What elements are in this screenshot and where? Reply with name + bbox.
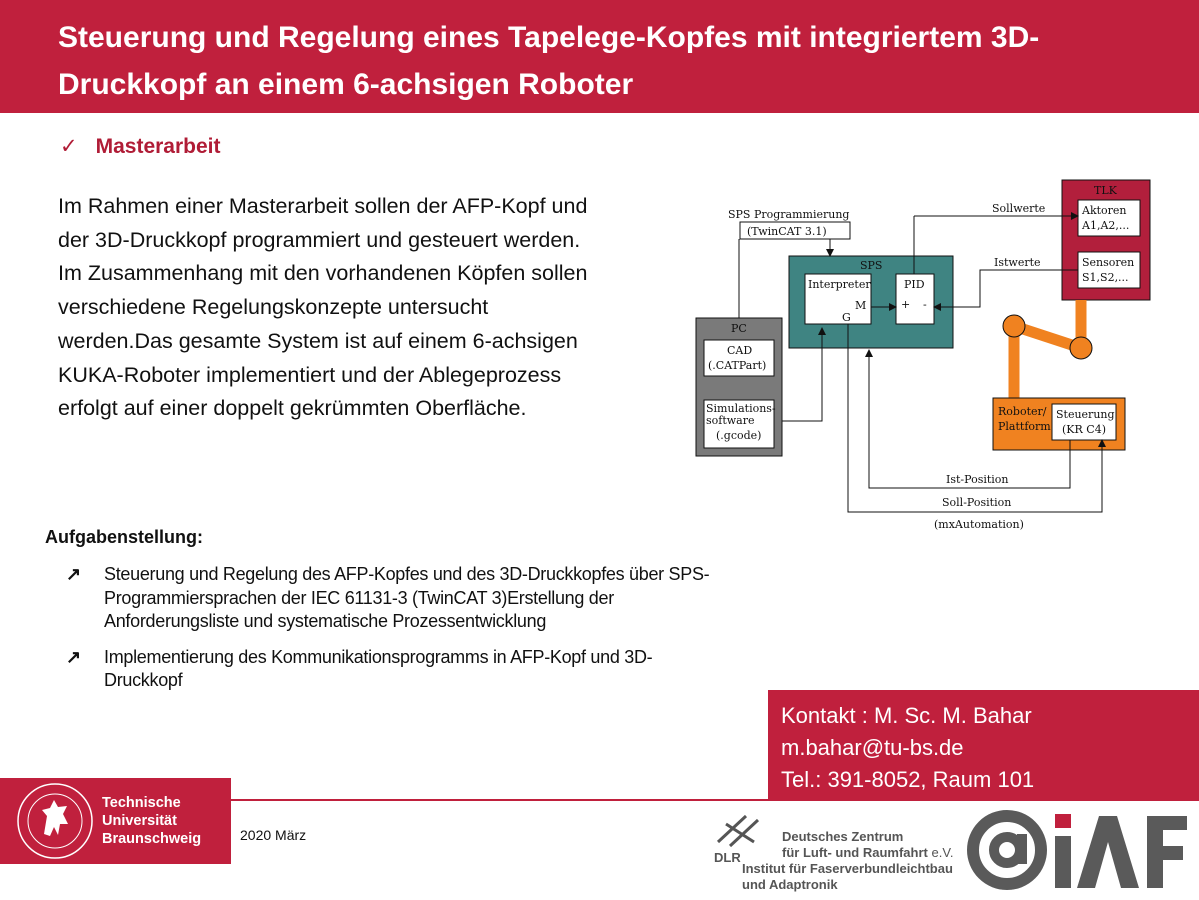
- title-banner: [0, 0, 1199, 113]
- krc4-label: (KR C4): [1062, 423, 1106, 436]
- tu-name-line1: Technische: [102, 795, 181, 811]
- list-item: [66, 563, 726, 634]
- interpreter-label: Interpreter: [808, 278, 871, 291]
- pid-label: PID: [904, 278, 925, 291]
- system-diagram: [692, 176, 1158, 536]
- sensoren-label: Sensoren: [1082, 256, 1135, 269]
- arrow-bullet-icon: ↗: [66, 646, 81, 667]
- tu-name-line3: Braunschweig: [102, 831, 202, 847]
- g-label: G: [842, 311, 851, 324]
- checkmark-icon: ✓: [60, 135, 78, 158]
- contact-email: m.bahar@tu-bs.de: [781, 735, 964, 760]
- simulation-label-2: software: [706, 414, 755, 427]
- steuerung-label: Steuerung: [1056, 408, 1115, 421]
- istwerte-label: Istwerte: [994, 256, 1041, 269]
- mxautomation-label: (mxAutomation): [934, 518, 1024, 531]
- robot-arm-graphic: [1003, 300, 1092, 398]
- plattform-label: Plattform: [998, 420, 1051, 433]
- contact-box: [768, 690, 1199, 799]
- dlr-abbr: DLR: [714, 850, 741, 865]
- dlr-ev: e.V.: [931, 845, 954, 860]
- roboter-label: Roboter/: [998, 405, 1047, 418]
- tasks-heading: Aufgabenstellung:: [45, 527, 203, 547]
- ist-position-label: Ist-Position: [946, 473, 1009, 486]
- task-list: [66, 563, 726, 705]
- dlr-line1: Deutsches Zentrum: [782, 829, 904, 844]
- pc-label: PC: [731, 322, 747, 335]
- tu-seal-icon: [14, 780, 96, 862]
- thesis-type-label: Masterarbeit: [95, 135, 221, 158]
- contact-phone: Tel.: 391-8052, Raum 101: [781, 767, 1035, 792]
- cad-label: CAD: [727, 344, 753, 357]
- simulation-label-1: Simulations-: [706, 402, 776, 415]
- dlr-line4: und Adaptronik: [742, 877, 838, 892]
- m-label: M: [855, 299, 867, 312]
- plus-label: +: [901, 298, 911, 311]
- dlr-emblem-icon: [712, 812, 768, 850]
- sensoren-values: S1,S2,...: [1082, 271, 1129, 284]
- arrow-bullet-icon: ↗: [66, 564, 81, 584]
- tu-name-line2: Universität: [102, 813, 177, 829]
- aktoren-values: A1,A2,...: [1082, 219, 1130, 232]
- twincat-label: (TwinCAT 3.1): [747, 225, 827, 238]
- dlr-logo: [712, 812, 962, 894]
- task-text: Steuerung und Regelung des AFP-Kopfes und des 3D-Druckkopfes über SPS-Programmiersprachen der IEC 61131-3 (TwinCAT 3)Erstellung der Anforderungsliste und systematische Prozessentwicklung: [104, 564, 710, 631]
- intro-text: Im Rahmen einer Masterarbeit sollen der AFP-Kopf und der 3D-Druckkopf programmiert und gesteuert werden. Im Zusammenhang mit den vorhandenen Köpfen sollen verschiedene Regelungskonzepte untersucht werden.Das gesamte System ist auf einem 6-achsigen KUKA-Roboter implementiert und der Ablegeprozess erfolgt auf einer doppelt gekrümmten Oberfläche.: [58, 194, 588, 421]
- sps-label: SPS: [860, 259, 883, 272]
- iaf-logo: [965, 808, 1190, 892]
- date: 2020 März: [240, 827, 307, 843]
- list-item: [66, 646, 726, 693]
- thesis-type: [60, 134, 221, 159]
- catpart-label: (.CATPart): [708, 359, 767, 372]
- sollwerte-label: Sollwerte: [992, 202, 1046, 215]
- tlk-label: TLK: [1094, 184, 1117, 197]
- dlr-line3: Institut für Faserverbundleichtbau: [742, 861, 953, 876]
- task-text: Implementierung des Kommunikationsprogramms in AFP-Kopf und 3D-Druckkopf: [104, 646, 653, 690]
- dlr-line2: für Luft- und Raumfahrt: [782, 845, 928, 860]
- minus-label: -: [923, 298, 927, 311]
- aktoren-label: Aktoren: [1082, 204, 1127, 217]
- gcode-label: (.gcode): [716, 429, 762, 442]
- contact-name: Kontakt : M. Sc. M. Bahar: [781, 703, 1032, 728]
- sps-programmierung-label: SPS Programmierung: [728, 208, 850, 221]
- page-title: Steuerung und Regelung eines Tapelege-Kopfes mit integriertem 3D-Druckkopf an einem 6-achsigen Roboter: [58, 21, 1040, 101]
- soll-position-label: Soll-Position: [942, 496, 1012, 509]
- tu-braunschweig-logo: [0, 778, 231, 864]
